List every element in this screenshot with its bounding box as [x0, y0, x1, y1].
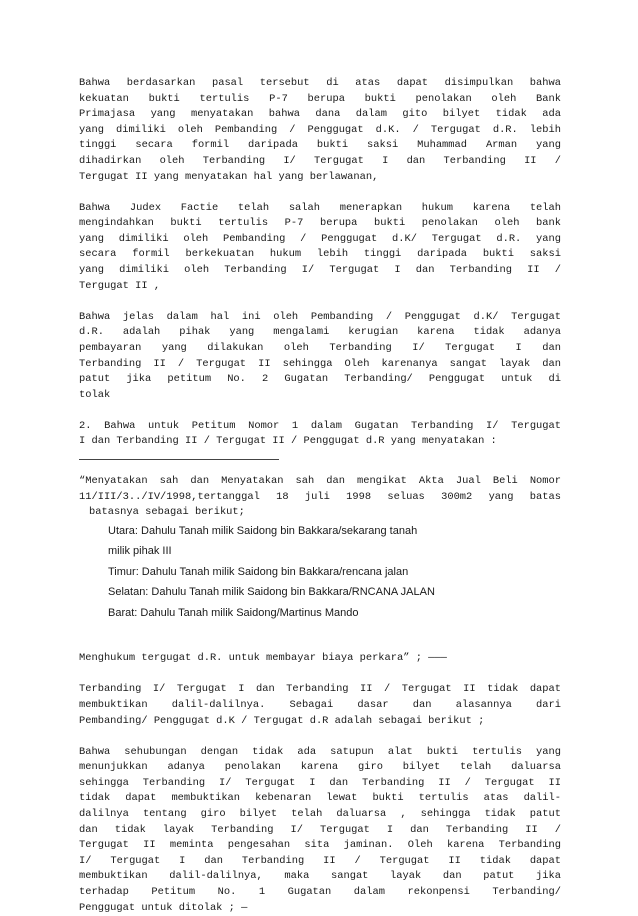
- text-line: I/ Tergugat I dan Terbanding II / Tergugat II tidak dapat: [79, 854, 561, 867]
- text-line: 2. Bahwa untuk Petitum Nomor 1 dalam Gugatan Terbanding I/ Tergugat: [79, 419, 561, 432]
- text-line: dan tidak layak Terbanding I/ Tergugat I dan Terbanding II /: [79, 823, 561, 836]
- paragraph-4: [79, 419, 561, 460]
- text-line: kekuatan bukti tertulis P-7 berupa bukti penolakan oleh Bank: [79, 92, 561, 105]
- text-line: “Menyatakan sah dan Menyatakan sah dan mengikat Akta Jual Beli Nomor: [79, 474, 561, 487]
- paragraph-1: [79, 76, 561, 185]
- text-line: dalilnya tentang giro bilyet telah daluarsa , sehingga tidak patut: [79, 808, 561, 820]
- paragraph-3: [79, 310, 561, 404]
- text-line: d.R. adalah pihak yang mengalami kerugian karena tidak adanya: [79, 326, 561, 339]
- boundary-north-continued: milik pihak III: [108, 545, 172, 558]
- text-line: Tergugat II yang menyatakan hal yang berlawanan,: [79, 170, 379, 183]
- paragraph-5: [79, 651, 561, 667]
- text-line: Tergugat II ,: [79, 279, 161, 292]
- text-line: terhadap Petitum No. 1 Gugatan dalam rekonpensi Terbanding/: [79, 885, 561, 898]
- underline-rule: [79, 450, 279, 460]
- text-line: Pembanding/ Penggugat d.K / Tergugat d.R adalah sebagai berikut ;: [79, 714, 485, 727]
- text-line: dihadirkan oleh Terbanding I/ Tergugat I dan Terbanding II /: [79, 154, 561, 167]
- spacer: [79, 623, 561, 645]
- text-line: Tergugat II meminta pengesahan sita jaminan. Oleh karena Terbanding: [79, 839, 561, 852]
- text-line: tolak: [79, 388, 111, 401]
- text-line: Terbanding II / Tergugat II sehingga Oleh karenanya sangat layak dan: [79, 357, 561, 370]
- text-line: Terbanding I/ Tergugat I dan Terbanding II / Tergugat II tidak dapat: [79, 683, 561, 696]
- text-line: sehingga Terbanding I/ Tergugat I dan Terbanding II / Tergugat II: [79, 776, 561, 789]
- paragraph-7: [79, 745, 561, 916]
- text-line: yang dimiliki oleh Pembanding / Penggugat d.K/ Tergugat d.R. yang: [79, 232, 561, 245]
- text-line: tidak dapat membuktikan kebenaran lewat bukti tertulis atas dalil-: [79, 792, 561, 805]
- text-line: Bahwa Judex Factie telah salah menerapkan hukum karena telah: [79, 201, 561, 214]
- text-line: Menghukum tergugat d.R. untuk membayar biaya perkara” ; ———: [79, 652, 447, 665]
- text-line: batasnya sebagai berikut;: [89, 506, 245, 519]
- boundary-list: [79, 521, 561, 624]
- text-line: membuktikan dalil-dalilnya, maka sangat layak dan patut jika: [79, 870, 561, 883]
- text-line: pembayaran yang dilakukan oleh Terbanding I/ Tergugat I dan: [79, 341, 561, 354]
- paragraph-2: [79, 201, 561, 295]
- text-line: secara formil berkekuatan hukum lebih tinggi daripada bukti saksi: [79, 248, 561, 261]
- text-line: 11/III/3../IV/1998,tertanggal 18 juli 1998 seluas 300m2 yang batas: [79, 490, 561, 503]
- text-line: yang dimiliki oleh Pembanding / Penggugat d.K. / Tergugat d.R. lebih: [79, 123, 561, 136]
- text-line: Bahwa berdasarkan pasal tersebut di atas dapat disimpulkan bahwa: [79, 77, 561, 89]
- boundary-east: Timur: Dahulu Tanah milik Saidong bin Bakkara/rencana jalan: [108, 565, 409, 578]
- text-line: menunjukkan adanya penolakan karena giro bilyet telah daluarsa: [79, 761, 561, 774]
- quoted-petitum: [79, 474, 561, 521]
- text-line: yang dimiliki oleh Terbanding I/ Tergugat I dan Terbanding II /: [79, 264, 561, 277]
- boundary-north: Utara: Dahulu Tanah milik Saidong bin Bakkara/sekarang tanah: [108, 524, 418, 537]
- paragraph-6: [79, 682, 561, 729]
- text-line: Bahwa sehubungan dengan tidak ada satupun alat bukti tertulis yang: [79, 745, 561, 758]
- boundary-west: Barat: Dahulu Tanah milik Saidong/Martinus Mando: [108, 606, 359, 619]
- boundary-south: Selatan: Dahulu Tanah milik Saidong bin Bakkara/RNCANA JALAN: [108, 586, 435, 599]
- text-line: membuktikan dalil-dalilnya. Sebagai dasar dan alasannya dari: [79, 698, 561, 711]
- text-line: Bahwa jelas dalam hal ini oleh Pembanding / Penggugat d.K/ Tergugat: [79, 310, 561, 323]
- text-line: mengindahkan bukti tertulis P-7 berupa bukti penolakan oleh bank: [79, 217, 561, 230]
- text-line: I dan Terbanding II / Tergugat II / Penggugat d.R yang menyatakan :: [79, 435, 497, 448]
- text-line: patut jika petitum No. 2 Gugatan Terbanding/ Penggugat untuk di: [79, 373, 561, 386]
- text-line: Penggugat untuk ditolak ; —: [79, 901, 248, 914]
- text-line: tinggi secara formil daripada bukti saksi Muhammad Arman yang: [79, 139, 561, 152]
- text-line: Primajasa yang menyatakan bahwa dana dalam gito bilyet tidak ada: [79, 108, 561, 121]
